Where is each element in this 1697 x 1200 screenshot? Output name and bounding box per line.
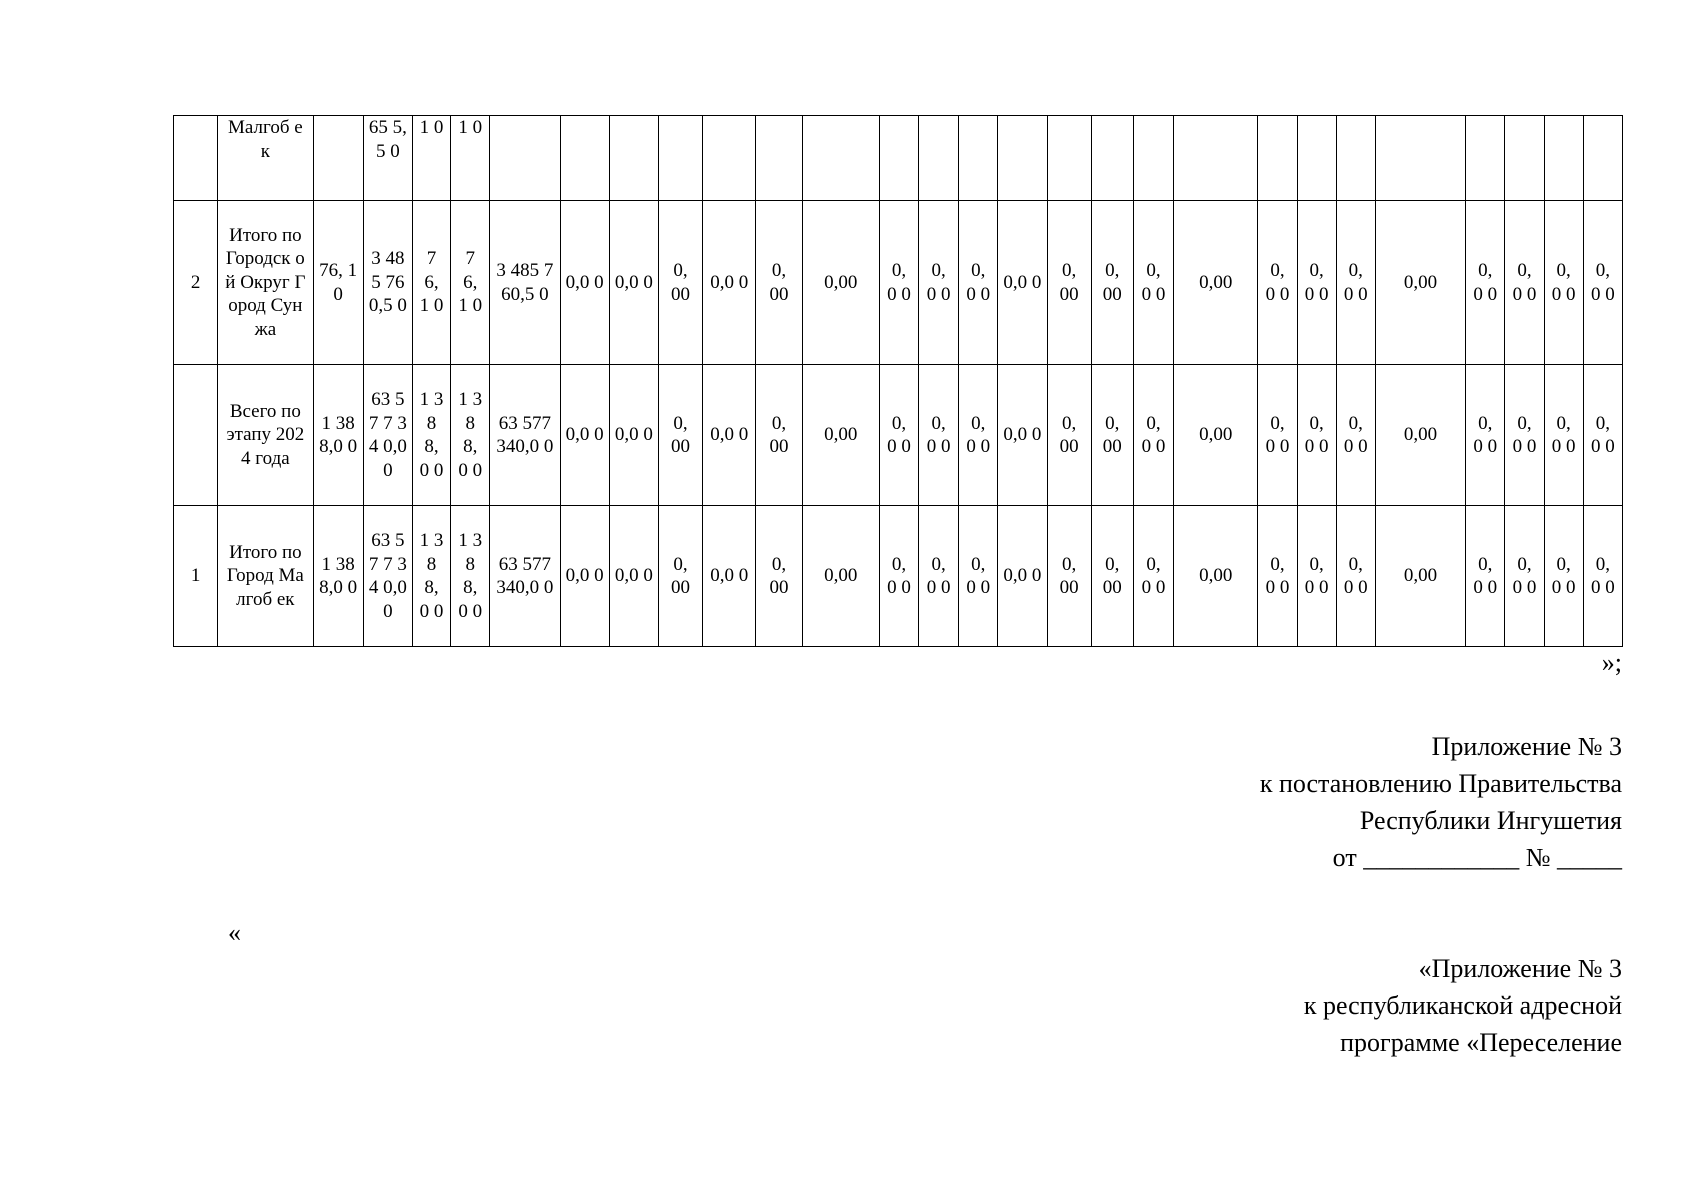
value-cell: 0, 00 bbox=[1047, 365, 1091, 506]
value-cell: 0, 0 0 bbox=[1583, 365, 1622, 506]
area-cell: 1 3 8 8, 0 0 bbox=[412, 365, 450, 506]
value-cell: 0, 0 0 bbox=[1505, 506, 1544, 647]
area-cell: 1 38 8,0 0 bbox=[313, 365, 363, 506]
row-name: Малгоб ек bbox=[218, 116, 313, 201]
value-cell: 0,0 0 bbox=[998, 201, 1047, 365]
value-cell: 0, 00 bbox=[658, 506, 702, 647]
value-cell: 0,0 0 bbox=[560, 201, 609, 365]
cost-cell: 3 48 5 76 0,5 0 bbox=[363, 201, 412, 365]
value-cell: 0, 00 bbox=[1091, 201, 1133, 365]
value-cell: 0, 0 0 bbox=[1505, 365, 1544, 506]
value-cell: 0,0 0 bbox=[560, 506, 609, 647]
table-row bbox=[174, 506, 1623, 647]
table-row bbox=[174, 365, 1623, 506]
program-annex-header bbox=[1304, 950, 1622, 1061]
value-cell: 0,00 bbox=[1375, 365, 1465, 506]
value-cell: 0, 0 0 bbox=[1466, 506, 1505, 647]
value-cell: 0, 0 0 bbox=[1297, 506, 1336, 647]
value-cell: 0, 00 bbox=[658, 201, 702, 365]
value-cell: 0, 0 0 bbox=[919, 365, 959, 506]
total-cell: 63 577 340,0 0 bbox=[490, 506, 560, 647]
value-cell: 0, 0 0 bbox=[879, 201, 918, 365]
value-cell: 0, 0 0 bbox=[1466, 201, 1505, 365]
cost-cell: 65 5,5 0 bbox=[363, 116, 412, 201]
table-row bbox=[174, 201, 1623, 365]
value-cell: 0,00 bbox=[802, 365, 879, 506]
area-cell: 1 38 8,0 0 bbox=[313, 506, 363, 647]
area-cell: 1 0 bbox=[412, 116, 450, 201]
area-cell: 1 3 8 8, 0 0 bbox=[412, 506, 450, 647]
value-cell: 0,00 bbox=[802, 506, 879, 647]
table-row bbox=[174, 116, 1623, 201]
value-cell: 0, 0 0 bbox=[959, 365, 998, 506]
row-number: 2 bbox=[174, 201, 218, 365]
value-cell: 0, 0 0 bbox=[1133, 506, 1173, 647]
value-cell: 0,0 0 bbox=[609, 365, 658, 506]
value-cell: 0, 0 0 bbox=[959, 201, 998, 365]
value-cell: 0, 0 0 bbox=[919, 506, 959, 647]
total-cell: 63 577 340,0 0 bbox=[490, 365, 560, 506]
annex-date-line: от ____________ № _____ bbox=[1332, 843, 1622, 872]
row-number bbox=[174, 116, 218, 201]
value-cell: 0, 00 bbox=[1047, 201, 1091, 365]
value-cell: 0,0 0 bbox=[703, 201, 756, 365]
area-cell: 1 0 bbox=[451, 116, 490, 201]
cost-cell: 63 57 7 34 0,0 0 bbox=[363, 506, 412, 647]
value-cell: 0, 0 0 bbox=[1466, 365, 1505, 506]
value-cell: 0, 0 0 bbox=[1297, 201, 1336, 365]
value-cell: 0,00 bbox=[1174, 365, 1258, 506]
value-cell: 0, 00 bbox=[756, 201, 802, 365]
value-cell: 0,0 0 bbox=[609, 201, 658, 365]
annex-title: «Приложение № 3 bbox=[1418, 954, 1622, 983]
value-cell: 0, 00 bbox=[756, 506, 802, 647]
value-cell: 0,0 0 bbox=[609, 506, 658, 647]
closing-quote: »; bbox=[1601, 648, 1622, 677]
open-quote: « bbox=[228, 918, 241, 947]
value-cell: 0, 0 0 bbox=[1544, 201, 1583, 365]
value-cell: 0, 0 0 bbox=[1583, 201, 1622, 365]
annex-header bbox=[1260, 728, 1622, 876]
value-cell: 0, 00 bbox=[1091, 365, 1133, 506]
annex-line: к постановлению Правительства bbox=[1259, 769, 1622, 798]
value-cell: 0, 0 0 bbox=[1258, 506, 1297, 647]
area-cell: 1 3 8 8, 0 0 bbox=[451, 506, 490, 647]
value-cell: 0, 0 0 bbox=[1505, 201, 1544, 365]
value-cell: 0, 0 0 bbox=[1336, 506, 1375, 647]
value-cell: 0,00 bbox=[1174, 201, 1258, 365]
row-name: Итого по Город Малгоб ек bbox=[218, 506, 313, 647]
row-number: 1 bbox=[174, 506, 218, 647]
value-cell: 0,0 0 bbox=[703, 506, 756, 647]
value-cell: 0, 00 bbox=[1091, 506, 1133, 647]
row-number bbox=[174, 365, 218, 506]
value-cell: 0,0 0 bbox=[998, 506, 1047, 647]
cost-cell: 63 57 7 34 0,0 0 bbox=[363, 365, 412, 506]
value-cell: 0, 0 0 bbox=[1258, 201, 1297, 365]
resettlement-table bbox=[173, 115, 1623, 647]
value-cell: 0, 0 0 bbox=[1133, 201, 1173, 365]
value-cell: 0,00 bbox=[1174, 506, 1258, 647]
value-cell: 0, 0 0 bbox=[1297, 365, 1336, 506]
value-cell: 0, 0 0 bbox=[1336, 201, 1375, 365]
value-cell: 0, 0 0 bbox=[959, 506, 998, 647]
annex-line: Республики Ингушетия bbox=[1359, 806, 1622, 835]
value-cell: 0, 0 0 bbox=[879, 365, 918, 506]
value-cell: 0, 0 0 bbox=[1544, 506, 1583, 647]
value-cell: 0, 00 bbox=[1047, 506, 1091, 647]
value-cell: 0, 0 0 bbox=[1583, 506, 1622, 647]
row-name: Всего по этапу 2024 года bbox=[218, 365, 313, 506]
value-cell: 0,0 0 bbox=[703, 365, 756, 506]
value-cell: 0,0 0 bbox=[998, 365, 1047, 506]
value-cell: 0, 00 bbox=[658, 365, 702, 506]
value-cell: 0,00 bbox=[1375, 201, 1465, 365]
value-cell: 0,00 bbox=[802, 201, 879, 365]
value-cell: 0, 0 0 bbox=[1133, 365, 1173, 506]
annex-line: к республиканской адресной bbox=[1303, 991, 1622, 1020]
row-name: Итого по Городск ой Округ Город Сунжа bbox=[218, 201, 313, 365]
annex-title: Приложение № 3 bbox=[1431, 732, 1622, 761]
area-cell bbox=[313, 116, 363, 201]
value-cell: 0,0 0 bbox=[560, 365, 609, 506]
area-cell: 7 6, 1 0 bbox=[451, 201, 490, 365]
value-cell: 0, 0 0 bbox=[879, 506, 918, 647]
value-cell: 0, 0 0 bbox=[919, 201, 959, 365]
annex-line: программе «Переселение bbox=[1340, 1028, 1622, 1057]
area-cell: 76, 10 bbox=[313, 201, 363, 365]
value-cell: 0,00 bbox=[1375, 506, 1465, 647]
total-cell: 3 485 760,5 0 bbox=[490, 201, 560, 365]
value-cell: 0, 0 0 bbox=[1544, 365, 1583, 506]
value-cell: 0, 0 0 bbox=[1336, 365, 1375, 506]
area-cell: 1 3 8 8, 0 0 bbox=[451, 365, 490, 506]
value-cell: 0, 0 0 bbox=[1258, 365, 1297, 506]
area-cell: 7 6, 1 0 bbox=[412, 201, 450, 365]
total-cell bbox=[490, 116, 560, 201]
value-cell: 0, 00 bbox=[756, 365, 802, 506]
